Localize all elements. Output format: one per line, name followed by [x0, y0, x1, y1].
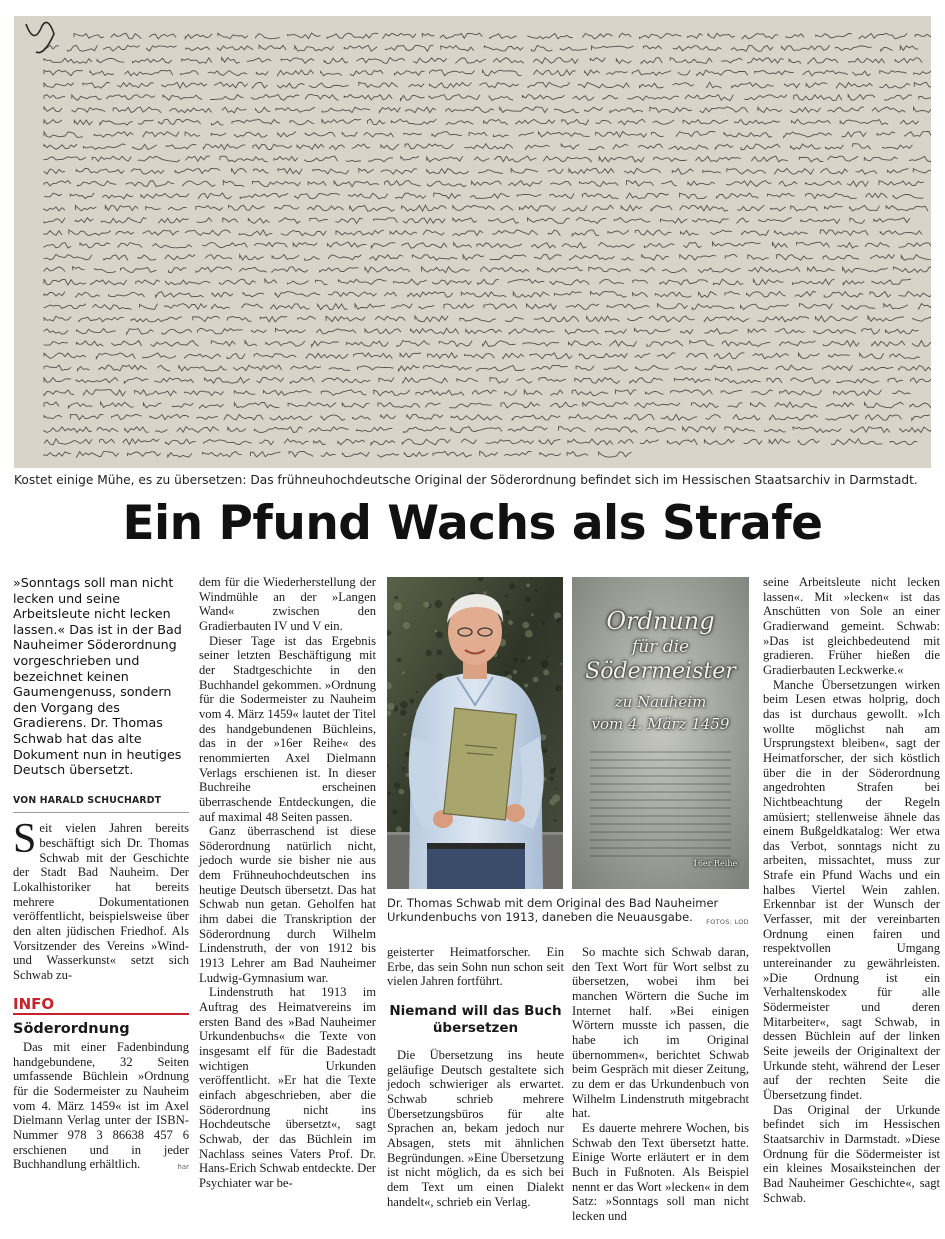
book-title-line-2: für die	[631, 637, 690, 657]
column-5	[763, 575, 940, 1205]
col4-paragraph: So machte sich Schwab daran, den Text Wort für Wort selbst zu übersetzen, wobei ihm bei manchen Wörtern die Suche im Internet half. »Bei einigen Wörtern musste ich passen, die habe ich im Original übernommen«, berichtet Schwab beim Gespräch mit dieser Zeitung, zu dem er das Urkundenbuch von Wilhelm Lindenstruth mitgebracht hat.	[572, 945, 749, 1121]
col3-paragraph: Die Übersetzung ins heute geläufige Deutsch gestaltete sich jedoch schwieriger als erwartet. Schwab schrieb mehrere Übersetzungsbüros für alte Sprachen an, bekam jedoch nur Absagen, stets mit ähnlichen Begründungen. »Eine Übersetzung ist nicht möglich, da es sich bei dem Text um einen Dialekt handelt«, schrieb ein Verlag.	[387, 1047, 564, 1209]
byline: VON HARALD SCHUCHARDT	[13, 794, 189, 814]
info-label: INFO	[13, 997, 189, 1016]
drop-cap: S	[13, 816, 37, 863]
col4-paragraph: Es dauerte mehrere Wochen, bis Schwab den Text übersetzt hatte. Einige Worte erläutert er in dem Buch in Fußnoten. Als Beispiel nennt er das Wort »lecken« in dem Satz: »Sonntags soll man nicht lecken und	[572, 1120, 749, 1223]
photo-caption-text: Dr. Thomas Schwab mit dem Original des Bad Nauheimer Urkundenbuchs von 1913, daneben die Neuausgabe.	[387, 896, 719, 925]
subheadline: Niemand will das Buch übersetzen	[389, 1002, 562, 1036]
info-text	[13, 1040, 189, 1172]
col5-paragraph: Manche Übersetzungen wirken beim Lesen etwas holprig, doch das ist durchaus gewollt. »Ich wollte möglichst nah am Ursprungstext bleiben«, sagt der Heimatforscher, der sich köstlich über die in der Söderordnung angedrohten Strafen bei Nichtbeachtung der Regeln amüsiert; stellenweise ähnele das einem Bußgeldkatalog: Wer etwa das Verbot, sonntags nicht zu arbeiten, missachtet, muss zur Strafe ein Pfund Wachs und ein halbes Viertel Wein zahlen. Erkennbar ist der Wunsch der Verfasser, mit der vereinbarten Ordnung einen fairen und respektvollen Umgang untereinander zu gewährleisten. »Die Ordnung ist ein Verhaltenskodex für alle Södermeister und deren Mitarbeiter«, sagt Schwab, in dessen Büchlein auf der linken Seite jeweils der Originaltext der Urkunde steht, während der Leser auf der rechten Seite die Übersetzung findet.	[763, 677, 940, 1102]
info-text-body: Das mit einer Fadenbindung handgebundene, 32 Seiten umfassende Büchlein »Ordnung für die Sodermeister zu Nauheim vom 4. März 1459« ist im Axel Dielmann Verlag unter der ISBN-Nummer 978 3 86638 457 6 erschienen und in jeder Buchhandlung erhältlich.	[13, 1039, 189, 1172]
photo-thomas-schwab	[387, 577, 563, 889]
manuscript-handwriting	[14, 16, 931, 468]
column-4	[572, 945, 749, 1223]
lead-paragraph: »Sonntags soll man nicht lecken und seine Arbeitsleute nicht lecken lassen.« Das ist in der Bad Nauheimer Söderordnung vorgeschrieben und bezeichnet keinen Gaumengenuss, sondern den Vorgang des Gradierens. Dr. Thomas Schwab hat das alte Dokument nun in heutiges Deutsch übersetzt.	[13, 575, 182, 778]
col2-paragraph: Lindenstruth hat 1913 im Auftrag des Heimatvereins im ersten Band des »Bad Nauheimer Urkundenbuchs« die Texte von insgesamt elf für die Badestadt wichtigen Urkunden veröffentlicht. »Er hat die Texte einfach abgeschrieben, aber die Söderordnung nicht ins Hochdeutsche übersetzt«, sagt Schwab, der das Büchlein im Nachlass seines Vaters Prof. Dr. Hans-Erich Schwab entdeckte. Der Psychiater war be-	[199, 985, 376, 1190]
info-title: Söderordnung	[13, 1021, 130, 1038]
first-paragraph	[13, 816, 189, 982]
col2-paragraph: Dieser Tage ist das Ergebnis seiner letzten Beschäftigung mit der Stadtgeschichte in den Buchhandel gekommen. »Ordnung für die Sodermeister zu Nauheim vom 4. März 1459« lautet der Titel des handgebundenen Büchleins, das in der »16er Reihe« des renommierten Axel Dielmann Verlags erschienen ist. In dieser Buchreihe erscheinen überraschende Entdeckungen, die auf maximal 48 Seiten passen.	[199, 633, 376, 824]
photo-book-cover	[572, 577, 749, 889]
col2-paragraph: Ganz überraschend ist diese Söderordnung natürlich nicht, jedoch wurde sie bisher nie aus dem Frühneuhochdeutschen ins heutige Deutsch übersetzt. Das hat Schwab nun getan. Geholfen hat ihm dabei die Transkription der Söderordnung durch Wilhelm Lindenstruth, der von 1912 bis 1913 Lehrer am Bad Nauheimer Ludwig-Gymnasium war.	[199, 824, 376, 985]
book-title-line-4: zu Nauheim	[614, 693, 707, 711]
col3-intro: geisterter Heimatforscher. Ein Erbe, das sein Sohn nun schon seit vielen Jahren fortführt.	[387, 945, 564, 989]
col5-paragraph: seine Arbeitsleute nicht lecken lassen«. Mit »lecken« ist das Anschütten von Sole an einer Gradierwand gemeint. Schwab: »Das ist gleichbedeutend mit gradieren. Früher hießen die Gradierbauten Leckwerke.«	[763, 575, 940, 677]
info-box	[13, 994, 189, 1172]
column-1	[13, 575, 189, 1175]
info-signature: har	[177, 1163, 189, 1172]
photo-credit: FOTOS: LOD	[706, 918, 749, 927]
book-title-line-3: Södermeister	[585, 659, 736, 684]
book-title-line-1: Ordnung	[606, 607, 715, 635]
col5-paragraph: Das Original der Urkunde befindet sich im Hessischen Staatsarchiv in Darmstadt. »Diese Ordnung für die Södermeister ist ein kleines Mosaiksteinchen der Bad Nauheimer Geschichte«, sagt Schwab.	[763, 1102, 940, 1205]
manuscript-photo	[14, 16, 931, 468]
photo-caption	[387, 896, 749, 929]
person-photo-illustration	[387, 577, 563, 889]
col2-paragraph: dem für die Wiederherstellung der Windmühle an der »Langen Wand« zwischen den Gradierbauten IV und V ein.	[199, 575, 376, 633]
column-3	[387, 945, 564, 1209]
headline: Ein Pfund Wachs als Strafe	[122, 496, 823, 551]
book-title-line-5: vom 4. März 1459	[591, 715, 730, 733]
publisher-logo: 16er Reihe	[692, 859, 738, 868]
column-2	[199, 575, 376, 1191]
first-paragraph-text: eit vielen Jahren bereits beschäftigt sich Dr. Thomas Schwab mit der Geschichte der Stadt Bad Nauheim. Der Lokalhistoriker hat bereits mehrere Dokumentationen veröffentlicht, beispielsweise über den alten jüdischen Friedhof. Als Vorsitzender des Vereins »Wind- und Wasserkunst« setzt sich Schwab zu-	[13, 821, 189, 982]
manuscript-caption: Kostet einige Mühe, es zu übersetzen: Das frühneuhochdeutsche Original der Söderordnung befindet sich im Hessischen Staatsarchiv in Darmstadt.	[14, 473, 918, 487]
